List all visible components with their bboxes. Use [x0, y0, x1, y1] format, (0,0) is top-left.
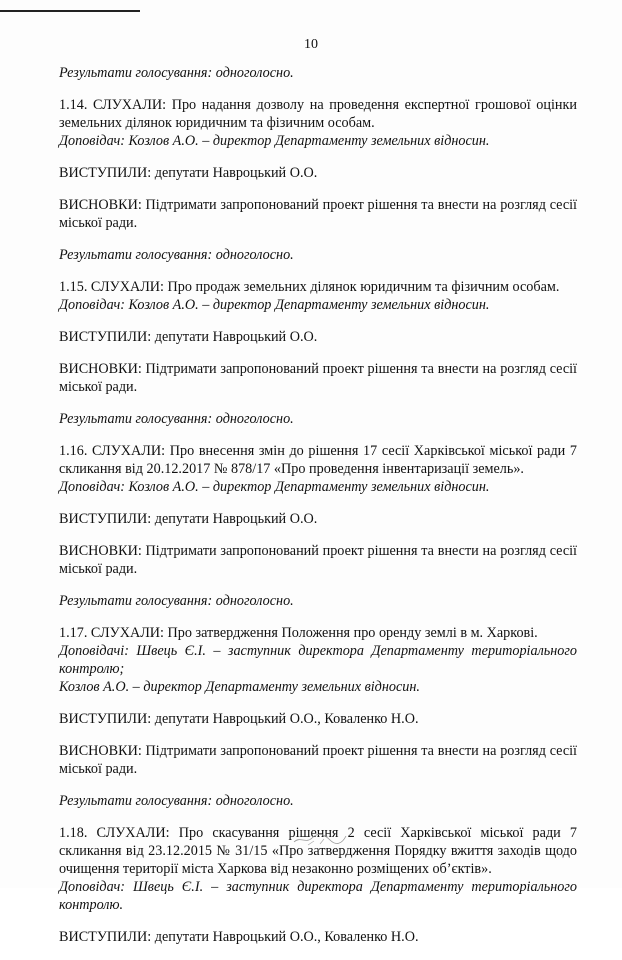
speaker-text: Доповідач: Швець Є.І. – заступник директора Департаменту територіального контролю. — [59, 879, 577, 913]
scan-artifact-mark — [290, 830, 350, 848]
heard-text: 1.14. СЛУХАЛИ: Про надання дозволу на проведення експертної грошової оцінки земельних ділянок юридичним та фізичним особам. — [59, 97, 577, 131]
agenda-item-1-14 — [59, 96, 577, 150]
document-body — [59, 64, 577, 960]
heard-text: 1.17. СЛУХАЛИ: Про затвердження Положення про оренду землі в м. Харкові. — [59, 625, 538, 641]
voting-result: Результати голосування: одноголосно. — [59, 793, 294, 809]
spoke-text: ВИСТУПИЛИ: депутати Навроцький О.О. — [59, 511, 318, 527]
speaker-text: Доповідач: Козлов А.О. – директор Департаменту земельних відносин. — [59, 297, 490, 313]
conclusion-text: ВИСНОВКИ: Підтримати запропонований проект рішення та внести на розгляд сесії міської ради. — [59, 743, 577, 777]
agenda-item-1-15 — [59, 278, 577, 314]
agenda-item-1-16 — [59, 442, 577, 496]
heard-text: 1.16. СЛУХАЛИ: Про внесення змін до рішення 17 сесії Харківської міської ради 7 скликання від 20.12.2017 № 878/17 «Про проведення інвентаризації земель». — [59, 443, 577, 477]
speaker-text: Доповідач: Козлов А.О. – директор Департаменту земельних відносин. — [59, 479, 490, 495]
heard-text: 1.15. СЛУХАЛИ: Про продаж земельних ділянок юридичним та фізичним особам. — [59, 279, 560, 295]
page-number: 10 — [304, 37, 318, 52]
voting-result: Результати голосування: одноголосно. — [59, 593, 294, 609]
spoke-text: ВИСТУПИЛИ: депутати Навроцький О.О., Коваленко Н.О. — [59, 711, 419, 727]
conclusion-text: ВИСНОВКИ: Підтримати запропонований проект рішення та внести на розгляд сесії міської ради. — [59, 197, 577, 231]
conclusion-text: ВИСНОВКИ: Підтримати запропонований проект рішення та внести на розгляд сесії міської ради. — [59, 361, 577, 395]
voting-result: Результати голосування: одноголосно. — [59, 65, 294, 81]
scan-edge-line — [0, 10, 140, 12]
spoke-text: ВИСТУПИЛИ: депутати Навроцький О.О. — [59, 329, 318, 345]
voting-result: Результати голосування: одноголосно. — [59, 247, 294, 263]
speaker-text: Доповідачі: Швець Є.І. – заступник директора Департаменту територіального контролю; — [59, 643, 577, 677]
conclusion-text: ВИСНОВКИ: Підтримати запропонований проект рішення та внести на розгляд сесії міської ради. — [59, 543, 577, 577]
voting-result: Результати голосування: одноголосно. — [59, 411, 294, 427]
agenda-item-1-17 — [59, 624, 577, 696]
heard-text: 1.18. СЛУХАЛИ: Про скасування рішення 2 сесії Харківської міської ради 7 скликання від 23.12.2015 № 31/15 «Про затвердження Порядку вжиття заходів щодо очищення території міста Харкова від незаконно розміщених об’єктів». — [59, 825, 577, 877]
speaker-text: Доповідач: Козлов А.О. – директор Департаменту земельних відносин. — [59, 133, 490, 149]
speaker-text-2: Козлов А.О. – директор Департаменту земельних відносин. — [59, 679, 420, 695]
spoke-text: ВИСТУПИЛИ: депутати Навроцький О.О., Коваленко Н.О. — [59, 929, 419, 945]
spoke-text: ВИСТУПИЛИ: депутати Навроцький О.О. — [59, 165, 318, 181]
